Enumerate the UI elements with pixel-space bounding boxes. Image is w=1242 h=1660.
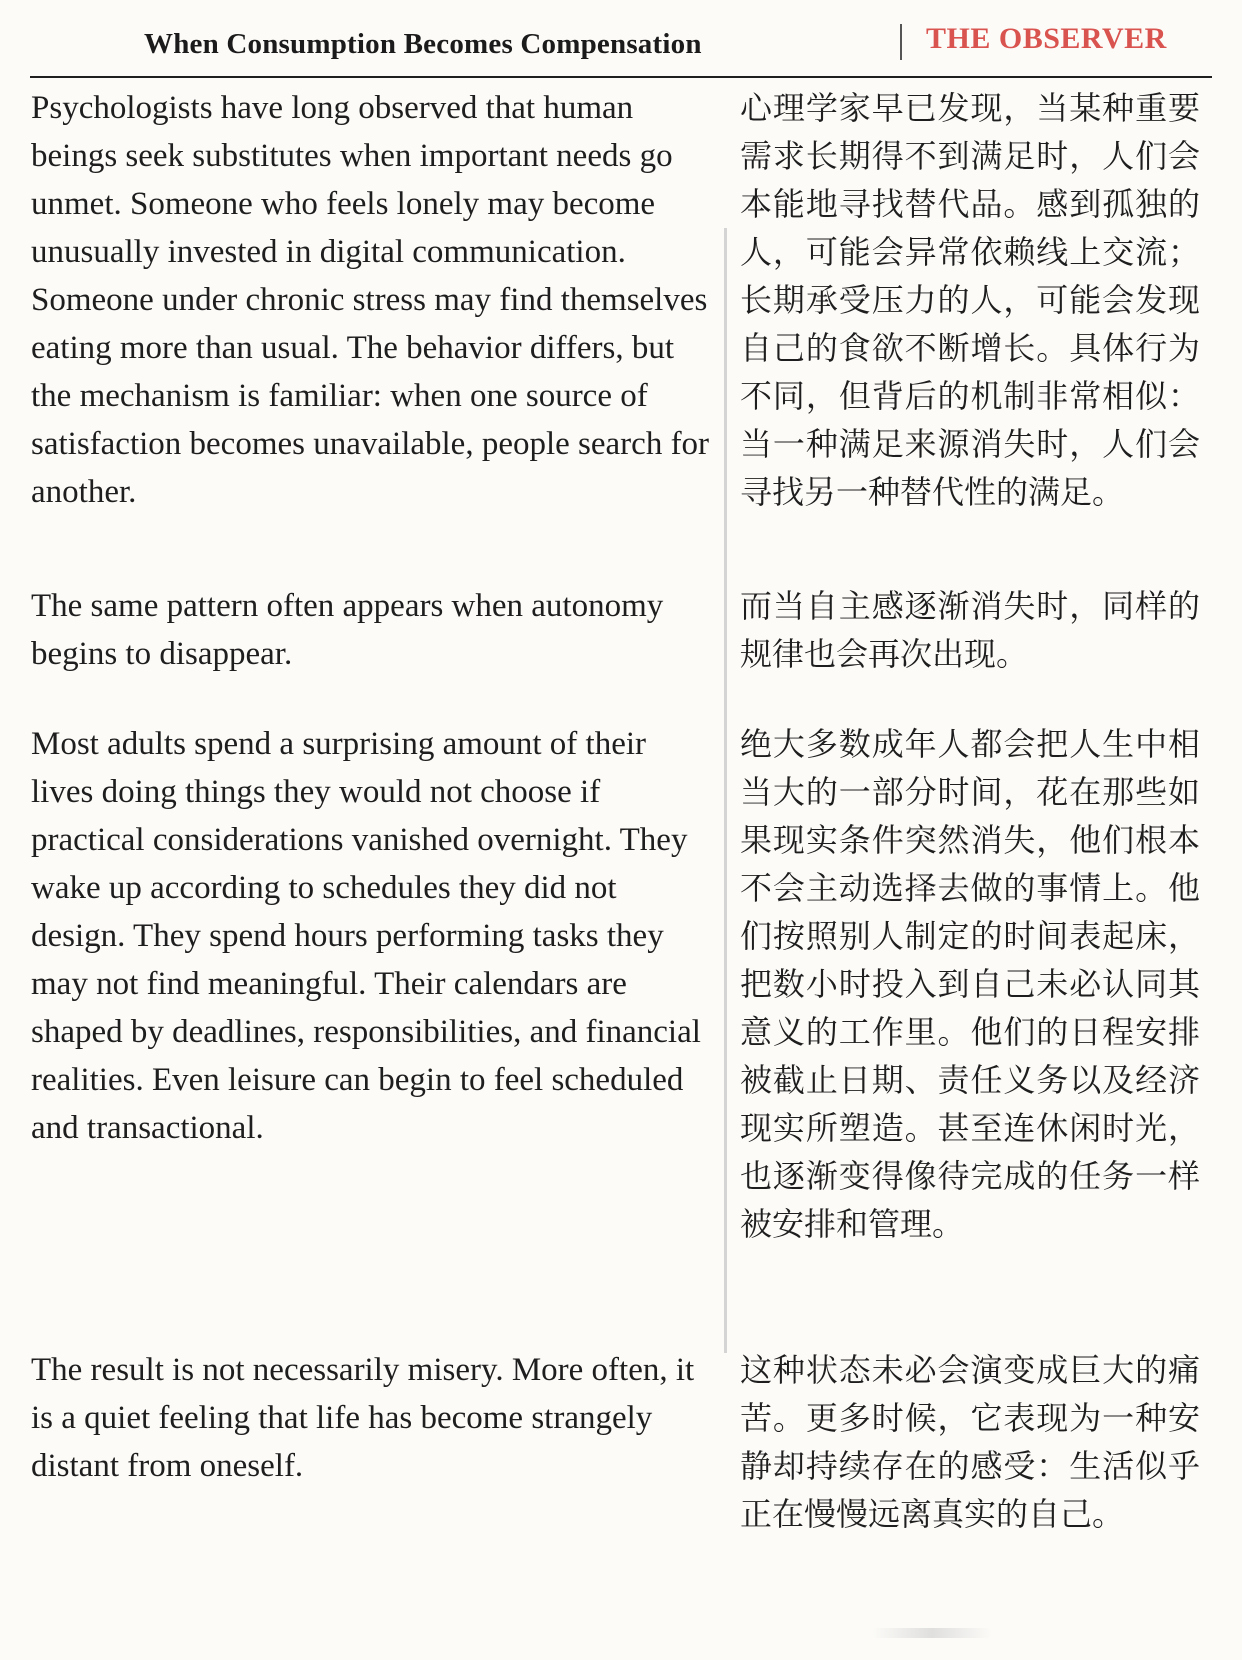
paragraph-zh-4: 这种状态未必会演变成巨大的痛苦。更多时候，它表现为一种安静却持续存在的感受：生活似乎正在慢慢远离真实的自己。 xyxy=(740,1351,1200,1533)
paragraph-en-2: The same pattern often appears when autonomy begins to disappear. xyxy=(31,588,664,672)
scroll-indicator xyxy=(872,1628,992,1638)
publication-masthead: THE OBSERVER xyxy=(926,22,1167,55)
column-divider xyxy=(724,228,727,1353)
paragraph-zh-3: 绝大多数成年人都会把人生中相当大的一部分时间，花在那些如果现实条件突然消失，他们根本不会主动选择去做的事情上。他们按照别人制定的时间表起床，把数小时投入到自己未必认同其意义的工作里。他们的日程安排被截止日期、责任义务以及经济现实所塑造。甚至连休闲时光，也逐渐变得像待完成的任务一样被安排和管理。 xyxy=(740,725,1200,1243)
paragraph-zh-2: 而当自主感逐渐消失时，同样的规律也会再次出现。 xyxy=(740,587,1200,673)
header-divider xyxy=(900,24,902,60)
paragraph-en-3: Most adults spend a surprising amount of their lives doing things they would not choose if practical considerations vanished overnight. They wake up according to schedules they did not design. They spend hours performing tasks they may not find meaningful. Their calendars are shaped by deadlines, responsibilities, and financial realities. Even leisure can begin to feel scheduled and transactional. xyxy=(31,726,701,1146)
paragraph-en-4: The result is not necessarily misery. More often, it is a quiet feeling that life has become strangely distant from oneself. xyxy=(31,1352,695,1484)
article-title: When Consumption Becomes Compensation xyxy=(144,28,702,60)
article-header xyxy=(30,0,1212,78)
paragraph-en-1: Psychologists have long observed that human beings seek substitutes when important needs go unmet. Someone who feels lonely may become unusually invested in digital communication. Someone under chronic stress may find themselves eating more than usual. The behavior differs, but the mechanism is familiar: when one source of satisfaction becomes unavailable, people search for another. xyxy=(31,90,710,510)
paragraph-zh-1: 心理学家早已发现，当某种重要需求长期得不到满足时，人们会本能地寻找替代品。感到孤独的人，可能会异常依赖线上交流；长期承受压力的人，可能会发现自己的食欲不断增长。具体行为不同，但背后的机制非常相似：当一种满足来源消失时，人们会寻找另一种替代性的满足。 xyxy=(740,89,1200,511)
